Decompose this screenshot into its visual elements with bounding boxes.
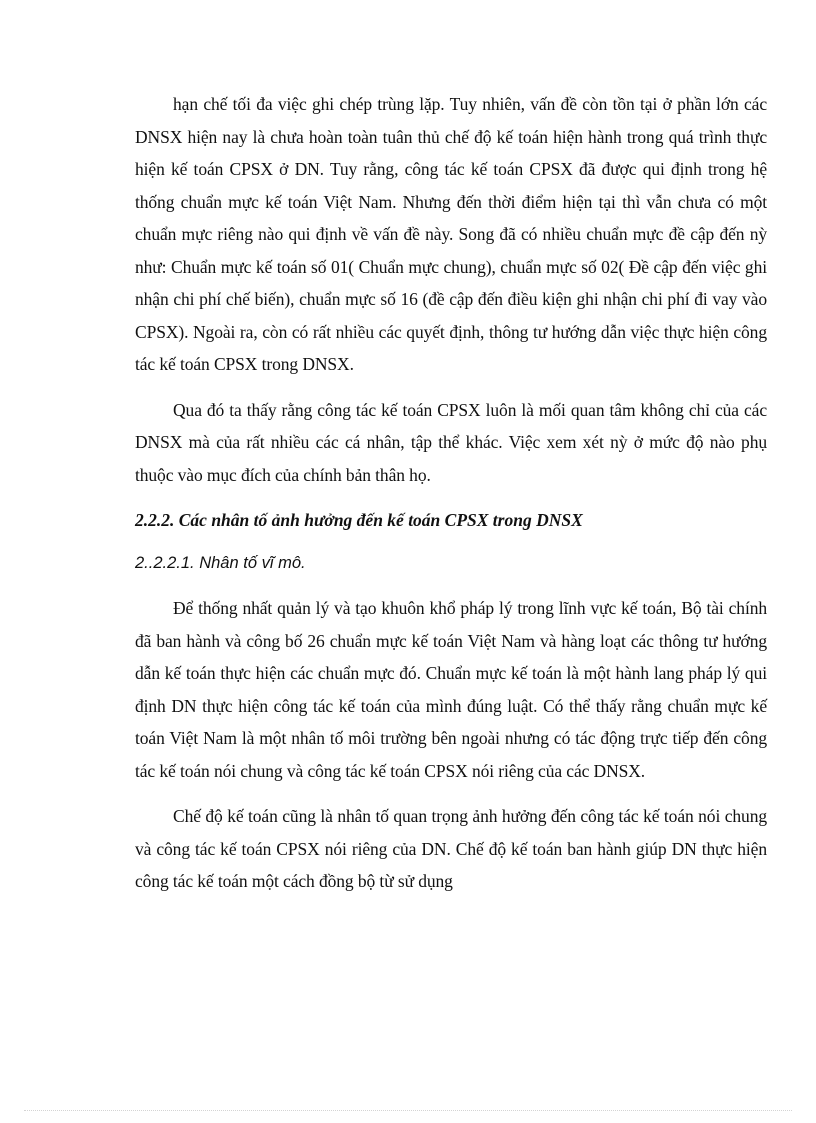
paragraph: Để thống nhất quản lý và tạo khuôn khổ pháp lý trong lĩnh vực kế toán, Bộ tài chính đã ban hành và công bố 26 chuẩn mực kế toán Việt Nam và hàng loạt các thông tư hướng dẫn kế toán thực hiện các chuẩn mực đó. Chuẩn mực kế toán là một hành lang pháp lý qui định DN thực hiện công tác kế toán của mình đúng luật. Có thể thấy rằng chuẩn mực kế toán Việt Nam là một nhân tố môi trường bên ngoài nhưng có tác động trực tiếp đến công tác kế toán nói chung và công tác kế toán CPSX nói riêng của các DNSX. [135,598,767,781]
section-heading: 2.2.2. Các nhân tố ảnh hưởng đến kế toán CPSX trong DNSX [135,510,583,530]
paragraph: hạn chế tối đa việc ghi chép trùng lặp. Tuy nhiên, vấn đề còn tồn tại ở phần lớn các DNSX hiện nay là chưa hoàn toàn tuân thủ chế độ kế toán hiện hành trong quá trình thực hiện kế toán CPSX ở DN. Tuy rằng, công tác kế toán CPSX đã được qui định trong hệ thống chuẩn mực kế toán Việt Nam. Nhưng đến thời điểm hiện tại thì vẫn chưa có một chuẩn mực riêng nào qui định về vấn đề này. Song đã có nhiều chuẩn mực đề cập đến nỳ như: Chuẩn mực kế toán số 01( Chuẩn mực chung), chuẩn mực số 02( Đề cập đến việc ghi nhận chi phí chế biến), chuẩn mực số 16 (đề cập đến điều kiện ghi nhận chi phí đi vay vào CPSX). Ngoài ra, còn có rất nhiều các quyết định, thông tư hướng dẫn việc thực hiện công tác kế toán CPSX trong DNSX. [135,94,767,374]
page-bottom-border [24,1110,792,1111]
document-body [135,88,767,898]
paragraph: Qua đó ta thấy rằng công tác kế toán CPSX luôn là mối quan tâm không chỉ của các DNSX mà của rất nhiều các cá nhân, tập thể khác. Việc xem xét nỳ ở mức độ nào phụ thuộc vào mục đích của chính bản thân họ. [135,399,767,485]
subsection-heading: 2..2.2.1. Nhân tố vĩ mô. [135,554,306,572]
paragraph: Chế độ kế toán cũng là nhân tố quan trọng ảnh hưởng đến công tác kế toán nói chung và công tác kế toán CPSX nói riêng của DN. Chế độ kế toán ban hành giúp DN thực hiện công tác kế toán một cách đồng bộ từ sử dụng [135,806,767,891]
